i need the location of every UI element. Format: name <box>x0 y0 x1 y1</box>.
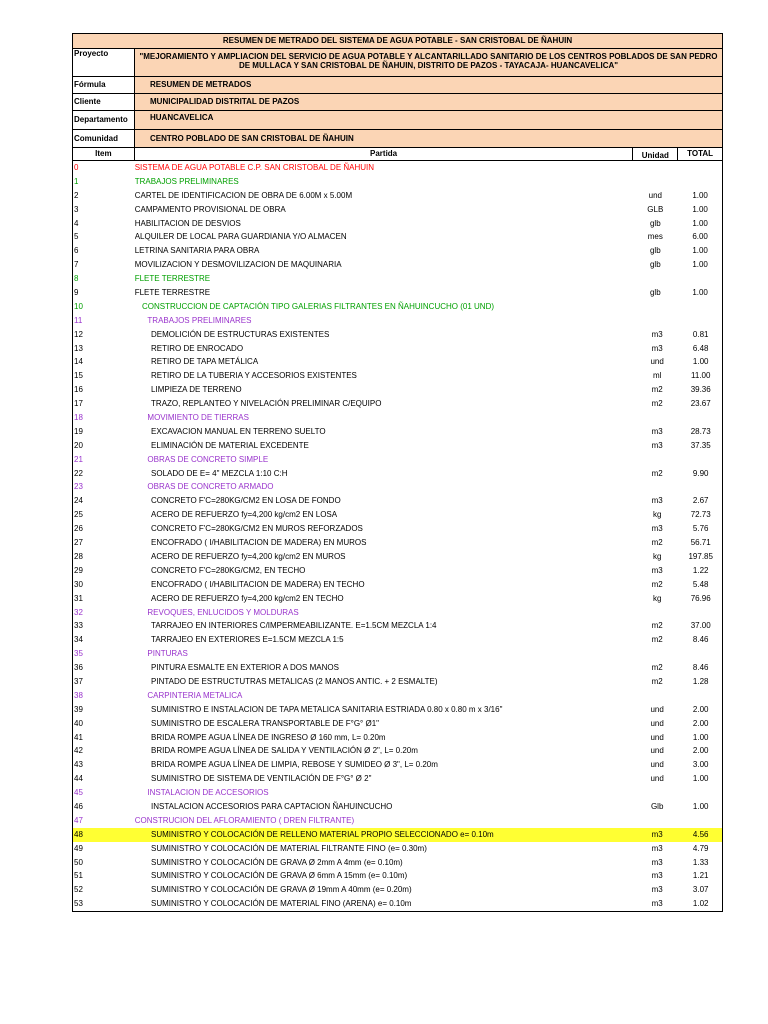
metrado-sheet <box>72 33 723 912</box>
table-row <box>73 883 722 897</box>
total-cell <box>678 175 722 189</box>
partida-cell: RETIRO DE TAPA METÁLICA <box>151 357 259 367</box>
col-unidad: Unidad <box>633 148 678 160</box>
total-cell: 1.00 <box>692 246 708 256</box>
partida-cell: MOVIMIENTO DE TIERRAS <box>147 413 249 423</box>
total-cell: 2.00 <box>692 704 709 714</box>
item-cell: 44 <box>74 774 83 784</box>
header-label: Proyecto <box>74 49 109 58</box>
header-value: CENTRO POBLADO DE SAN CRISTOBAL DE ÑAHUIN <box>134 130 722 147</box>
item-cell: 47 <box>74 815 83 825</box>
item-table <box>72 161 723 912</box>
table-row <box>73 717 722 731</box>
partida-cell: SUMINISTRO Y COLOCACIÓN DE MATERIAL FINO (ARENA) e= 0.10m <box>151 899 412 909</box>
total-cell <box>679 300 722 314</box>
table-row <box>73 342 722 356</box>
table-row <box>73 856 722 870</box>
item-cell: 1 <box>74 176 79 186</box>
total-cell: 1.00 <box>692 190 708 200</box>
item-cell: 28 <box>74 551 83 561</box>
header-label: Fórmula <box>74 80 106 89</box>
partida-cell: ENCOFRADO ( I/HABILITACION DE MADERA) EN MUROS <box>151 538 367 548</box>
col-item: Item <box>73 148 135 160</box>
unidad-cell: m3 <box>651 565 663 575</box>
unidad-cell: und <box>650 732 664 742</box>
partida-cell: CONSTRUCCION DE CAPTACIÓN TIPO GALERIAS FILTRANTES EN ÑAHUINCUCHO (01 UND) <box>141 301 495 311</box>
partida-cell: EXCAVACION MANUAL EN TERRENO SUELTO <box>151 426 326 436</box>
total-cell: 9.90 <box>692 468 709 478</box>
partida-cell: ACERO DE REFUERZO fy=4,200 kg/cm2 EN LOSA <box>151 510 338 520</box>
table-row <box>73 578 722 592</box>
total-cell <box>679 411 722 425</box>
item-cell: 48 <box>74 829 83 839</box>
partida-cell: TARRAJEO EN INTERIORES C/IMPERMEABILIZANTE. E=1.5CM MEZCLA 1:4 <box>151 621 437 631</box>
unidad-cell: m3 <box>651 524 663 534</box>
total-cell: 3.00 <box>692 760 709 770</box>
unidad-cell: glb <box>649 246 661 256</box>
unidad-cell: glb <box>649 288 661 298</box>
unidad-cell <box>634 453 679 467</box>
table-row <box>73 453 722 467</box>
table-row <box>73 217 722 231</box>
item-cell: 19 <box>74 426 83 436</box>
header-value: "MEJORAMIENTO Y AMPLIACION DEL SERVICIO DE AGUA POTABLE Y ALCANTARILLADO SANITARIO DE LOS CENTROS POBLADOS DE SAN PEDRO DE MULLACA Y SAN CRISTOBAL DE ÑAHUIN, DISTRITO DE PAZOS - TAYACAJA- HUANCAVELICA" <box>134 49 722 76</box>
partida-cell: FLETE TERRESTRE <box>134 288 211 298</box>
table-row <box>73 175 722 189</box>
item-cell: 24 <box>74 496 83 506</box>
item-cell: 42 <box>74 746 83 756</box>
unidad-cell: m3 <box>651 871 663 881</box>
unidad-cell <box>634 786 679 800</box>
item-cell: 21 <box>74 454 83 464</box>
unidad-cell: m2 <box>651 621 663 631</box>
partida-cell: TRABAJOS PRELIMINARES <box>134 176 239 186</box>
item-cell: 52 <box>74 885 83 895</box>
unidad-cell: m2 <box>651 385 663 395</box>
partida-cell: REVOQUES, ENLUCIDOS Y MOLDURAS <box>147 607 299 617</box>
header-label: Departamento <box>74 115 128 124</box>
total-cell: 197.85 <box>688 551 713 561</box>
unidad-cell: m3 <box>651 343 663 353</box>
sheet-title: RESUMEN DE METRADO DEL SISTEMA DE AGUA POTABLE - SAN CRISTOBAL DE ÑAHUIN <box>72 33 723 49</box>
total-cell: 1.02 <box>692 899 709 909</box>
total-cell: 1.00 <box>692 357 709 367</box>
total-cell: 1.00 <box>692 774 709 784</box>
total-cell: 1.21 <box>692 871 709 881</box>
partida-cell: OBRAS DE CONCRETO SIMPLE <box>147 454 269 464</box>
table-row <box>73 230 722 244</box>
table-row <box>73 328 722 342</box>
header-value: RESUMEN DE METRADOS <box>134 77 722 93</box>
partida-cell: TRAZO, REPLANTEO Y NIVELACIÓN PRELIMINAR C/EQUIPO <box>151 399 382 409</box>
total-cell <box>679 689 722 703</box>
total-cell <box>679 647 722 661</box>
total-cell: 1.00 <box>692 204 708 214</box>
partida-cell: SUMINISTRO DE SISTEMA DE VENTILACIÓN DE F°G° Ø 2" <box>151 774 372 784</box>
item-cell: 15 <box>74 371 83 381</box>
unidad-cell <box>632 175 678 189</box>
total-cell: 2.00 <box>692 746 709 756</box>
total-cell: 1.00 <box>692 732 709 742</box>
partida-cell: ENCOFRADO ( I/HABILITACION DE MADERA) EN TECHO <box>151 579 365 589</box>
item-cell: 8 <box>74 274 79 284</box>
item-cell: 17 <box>74 399 83 409</box>
table-row <box>73 606 722 620</box>
table-row <box>73 536 722 550</box>
item-cell: 22 <box>74 468 83 478</box>
table-row <box>73 258 722 272</box>
partida-cell: DEMOLICIÓN DE ESTRUCTURAS EXISTENTES <box>151 329 330 339</box>
item-cell: 31 <box>74 593 83 603</box>
table-row <box>73 633 722 647</box>
unidad-cell: und <box>650 718 664 728</box>
partida-cell: OBRAS DE CONCRETO ARMADO <box>147 482 274 492</box>
unidad-cell: GLB <box>647 204 664 214</box>
header-value: HUANCAVELICA <box>134 111 722 129</box>
partida-cell: LIMPIEZA DE TERRENO <box>151 385 242 395</box>
item-cell: 0 <box>74 163 79 172</box>
unidad-cell <box>634 314 679 328</box>
partida-cell: BRIDA ROMPE AGUA LÍNEA DE INGRESO Ø 160 mm, L= 0.20m <box>151 732 386 742</box>
table-row <box>73 758 722 772</box>
table-row <box>73 425 722 439</box>
total-cell: 39.36 <box>690 385 711 395</box>
partida-cell: PINTADO DE ESTRUCTUTRAS METALICAS (2 MANOS ANTIC. + 2 ESMALTE) <box>151 676 438 686</box>
table-row <box>73 189 722 203</box>
unidad-cell: und <box>648 190 662 200</box>
table-row <box>73 800 722 814</box>
total-cell: 5.76 <box>692 524 709 534</box>
unidad-cell <box>632 814 678 828</box>
item-cell: 20 <box>74 440 83 450</box>
unidad-cell: m3 <box>651 496 663 506</box>
item-cell: 6 <box>74 246 79 256</box>
partida-cell: SISTEMA DE AGUA POTABLE C.P. SAN CRISTOBAL DE ÑAHUIN <box>134 163 375 172</box>
item-cell: 10 <box>74 301 83 311</box>
item-cell: 50 <box>74 857 83 867</box>
partida-cell: SOLADO DE E= 4" MEZCLA 1:10 C:H <box>151 468 288 478</box>
unidad-cell <box>634 647 679 661</box>
partida-cell: CONCRETO F'C=280KG/CM2 EN LOSA DE FONDO <box>151 496 341 506</box>
unidad-cell: Glb <box>650 801 664 811</box>
unidad-cell: glb <box>649 260 661 270</box>
unidad-cell: m3 <box>651 829 663 839</box>
total-cell <box>679 786 722 800</box>
item-cell: 13 <box>74 343 83 353</box>
partida-cell: ACERO DE REFUERZO fy=4,200 kg/cm2 EN MUROS <box>151 551 346 561</box>
item-cell: 37 <box>74 676 83 686</box>
total-cell: 37.00 <box>690 621 711 631</box>
total-cell <box>679 453 722 467</box>
item-cell: 41 <box>74 732 83 742</box>
total-cell: 4.79 <box>692 843 709 853</box>
total-cell <box>678 814 722 828</box>
unidad-cell: m3 <box>651 857 663 867</box>
unidad-cell: glb <box>649 218 661 228</box>
partida-cell: BRIDA ROMPE AGUA LÍNEA DE LIMPIA, REBOSE Y SUMIDEO Ø 3", L= 0.20m <box>151 760 438 770</box>
total-cell: 2.67 <box>692 496 709 506</box>
unidad-cell <box>634 606 679 620</box>
unidad-cell: ml <box>652 371 662 381</box>
unidad-cell: und <box>650 357 664 367</box>
table-row <box>73 675 722 689</box>
table-row <box>73 397 722 411</box>
unidad-cell: und <box>650 704 664 714</box>
partida-cell: CARTEL DE IDENTIFICACION DE OBRA DE 6.00M x 5.00M <box>134 190 353 200</box>
table-row <box>73 383 722 397</box>
item-cell: 4 <box>74 218 79 228</box>
table-row <box>73 467 722 481</box>
item-cell: 30 <box>74 579 83 589</box>
table-row <box>73 619 722 633</box>
unidad-cell <box>634 300 679 314</box>
item-cell: 35 <box>74 649 83 659</box>
table-row <box>73 842 722 856</box>
item-cell: 40 <box>74 718 83 728</box>
item-cell: 29 <box>74 565 83 575</box>
total-cell: 37.35 <box>690 440 711 450</box>
total-cell: 76.96 <box>690 593 711 603</box>
total-cell <box>679 606 722 620</box>
partida-cell: CONCRETO F'C=280KG/CM2 EN MUROS REFORZADOS <box>151 524 363 534</box>
table-row <box>73 897 722 911</box>
total-cell: 5.48 <box>692 579 709 589</box>
item-cell: 12 <box>74 329 83 339</box>
total-cell: 2.00 <box>692 718 709 728</box>
table-row <box>73 689 722 703</box>
total-cell <box>679 480 722 494</box>
unidad-cell: mes <box>647 232 663 242</box>
unidad-cell: m2 <box>651 468 663 478</box>
unidad-cell: und <box>650 746 664 756</box>
partida-cell: SUMINISTRO Y COLOCACIÓN DE GRAVA Ø 19mm A 40mm (e= 0.20m) <box>151 885 412 895</box>
total-cell: 72.73 <box>690 510 711 520</box>
total-cell: 1.00 <box>692 260 708 270</box>
table-row <box>73 286 722 300</box>
partida-cell: FLETE TERRESTRE <box>134 274 211 284</box>
unidad-cell: und <box>650 760 664 770</box>
table-row <box>73 772 722 786</box>
col-partida: Partida <box>135 148 634 160</box>
table-row <box>73 869 722 883</box>
partida-cell: ELIMINACIÓN DE MATERIAL EXCEDENTE <box>151 440 309 450</box>
col-total: TOTAL <box>687 149 714 158</box>
total-cell <box>679 314 722 328</box>
total-cell: 8.46 <box>692 635 709 645</box>
partida-cell: HABILITACION DE DESVIOS <box>134 218 241 228</box>
partida-cell: SUMINISTRO Y COLOCACIÓN DE GRAVA Ø 6mm A 15mm (e= 0.10m) <box>151 871 408 881</box>
table-row <box>73 411 722 425</box>
item-cell: 3 <box>74 204 79 214</box>
item-cell: 9 <box>74 288 79 298</box>
unidad-cell: und <box>650 774 664 784</box>
column-header-row <box>72 148 723 161</box>
item-cell: 46 <box>74 801 83 811</box>
table-row <box>73 480 722 494</box>
partida-cell: SUMINISTRO E INSTALACION DE TAPA METALICA SANITARIA ESTRIADA 0.80 x 0.80 m x 3/16" <box>151 704 503 714</box>
total-cell: 11.00 <box>690 371 711 381</box>
partida-cell: SUMINISTRO Y COLOCACIÓN DE MATERIAL FILTRANTE FINO (e= 0.30m) <box>151 843 427 853</box>
table-row <box>73 786 722 800</box>
total-cell: 23.67 <box>690 399 711 409</box>
table-row <box>73 647 722 661</box>
item-cell: 33 <box>74 621 83 631</box>
item-cell: 25 <box>74 510 83 520</box>
unidad-cell <box>634 689 679 703</box>
total-cell: 3.07 <box>692 885 709 895</box>
item-cell: 32 <box>74 607 83 617</box>
header-comunidad <box>72 130 723 148</box>
partida-cell: ALQUILER DE LOCAL PARA GUARDIANIA Y/O ALMACEN <box>134 232 347 242</box>
partida-cell: PINTURAS <box>147 649 188 659</box>
partida-cell: INSTALACION ACCESORIOS PARA CAPTACION ÑAHUINCUCHO <box>151 801 393 811</box>
item-cell: 26 <box>74 524 83 534</box>
unidad-cell: m3 <box>651 899 663 909</box>
item-cell: 34 <box>74 635 83 645</box>
partida-cell: CONCRETO F'C=280KG/CM2, EN TECHO <box>151 565 306 575</box>
item-cell: 38 <box>74 690 83 700</box>
header-proyecto <box>72 49 723 77</box>
table-row <box>73 703 722 717</box>
total-cell: 1.33 <box>692 857 709 867</box>
partida-cell: BRIDA ROMPE AGUA LÍNEA DE SALIDA Y VENTILACIÓN Ø 2", L= 0.20m <box>151 746 418 756</box>
partida-cell: ACERO DE REFUERZO fy=4,200 kg/cm2 EN TECHO <box>151 593 344 603</box>
table-row <box>73 494 722 508</box>
table-row <box>73 355 722 369</box>
table-row <box>73 161 722 175</box>
item-cell: 27 <box>74 538 83 548</box>
total-cell: 6.48 <box>692 343 709 353</box>
table-row <box>73 314 722 328</box>
table-row <box>73 564 722 578</box>
table-row <box>73 508 722 522</box>
item-cell: 53 <box>74 899 83 909</box>
unidad-cell: m2 <box>651 635 663 645</box>
unidad-cell: kg <box>652 510 662 520</box>
table-row <box>73 550 722 564</box>
item-cell: 2 <box>74 190 79 200</box>
header-departamento <box>72 111 723 130</box>
total-cell: 0.81 <box>692 329 709 339</box>
partida-cell: SUMINISTRO DE ESCALERA TRANSPORTABLE DE F°G° Ø1" <box>151 718 379 728</box>
table-row <box>73 272 722 286</box>
total-cell <box>678 161 722 175</box>
partida-cell: LETRINA SANITARIA PARA OBRA <box>134 246 260 256</box>
item-cell: 36 <box>74 663 83 673</box>
item-cell: 7 <box>74 260 79 270</box>
table-row <box>73 369 722 383</box>
table-row <box>73 814 722 828</box>
unidad-cell: m2 <box>651 663 663 673</box>
item-cell: 16 <box>74 385 83 395</box>
unidad-cell: kg <box>652 551 662 561</box>
total-cell: 1.28 <box>692 676 709 686</box>
header-formula <box>72 77 723 94</box>
table-row <box>73 592 722 606</box>
partida-cell: RETIRO DE LA TUBERIA Y ACCESORIOS EXISTENTES <box>151 371 357 381</box>
total-cell <box>678 272 722 286</box>
unidad-cell: m2 <box>651 538 663 548</box>
partida-cell: CONSTRUCION DEL AFLORAMIENTO ( DREN FILTRANTE) <box>134 815 355 825</box>
item-cell: 45 <box>74 788 83 798</box>
total-cell: 4.56 <box>692 829 709 839</box>
item-cell: 18 <box>74 413 83 423</box>
unidad-cell: m2 <box>651 399 663 409</box>
item-cell: 11 <box>74 315 83 325</box>
unidad-cell: m3 <box>651 885 663 895</box>
partida-cell: MOVILIZACION Y DESMOVILIZACION DE MAQUINARIA <box>134 260 342 270</box>
table-row <box>73 661 722 675</box>
item-cell: 5 <box>74 232 79 242</box>
unidad-cell: m3 <box>651 440 663 450</box>
total-cell: 1.22 <box>692 565 709 575</box>
partida-cell: TARRAJEO EN EXTERIORES E=1.5CM MEZCLA 1:5 <box>151 635 344 645</box>
table-row <box>73 744 722 758</box>
item-cell: 23 <box>74 482 83 492</box>
partida-cell: SUMINISTRO Y COLOCACIÓN DE RELLENO MATERIAL PROPIO SELECCIONADO e= 0.10m <box>151 829 494 839</box>
total-cell: 6.00 <box>692 232 708 242</box>
partida-cell: CAMPAMENTO PROVISIONAL DE OBRA <box>134 204 286 214</box>
total-cell: 1.00 <box>692 288 708 298</box>
partida-cell: TRABAJOS PRELIMINARES <box>147 315 252 325</box>
item-cell: 39 <box>74 704 83 714</box>
item-cell: 14 <box>74 357 83 367</box>
table-row <box>73 203 722 217</box>
item-cell: 43 <box>74 760 83 770</box>
header-label: Comunidad <box>74 134 118 143</box>
unidad-cell: m3 <box>651 329 663 339</box>
unidad-cell <box>632 272 678 286</box>
total-cell: 28.73 <box>690 426 711 436</box>
partida-cell: CARPINTERIA METALICA <box>147 690 243 700</box>
header-cliente <box>72 94 723 111</box>
total-cell: 56.71 <box>690 538 711 548</box>
unidad-cell: m2 <box>651 676 663 686</box>
table-row <box>73 300 722 314</box>
unidad-cell: m3 <box>651 843 663 853</box>
item-cell: 51 <box>74 871 83 881</box>
unidad-cell: kg <box>652 593 662 603</box>
table-row <box>73 244 722 258</box>
unidad-cell <box>634 480 679 494</box>
unidad-cell <box>632 161 678 175</box>
partida-cell: PINTURA ESMALTE EN EXTERIOR A DOS MANOS <box>151 663 339 673</box>
table-row <box>73 731 722 745</box>
total-cell: 1.00 <box>692 218 708 228</box>
item-cell: 49 <box>74 843 83 853</box>
unidad-cell: m3 <box>651 426 663 436</box>
table-row <box>73 439 722 453</box>
header-label: Cliente <box>74 97 101 106</box>
partida-cell: INSTALACION DE ACCESORIOS <box>147 788 269 798</box>
total-cell: 1.00 <box>692 801 709 811</box>
header-value: MUNICIPALIDAD DISTRITAL DE PAZOS <box>134 94 722 110</box>
partida-cell: RETIRO DE ENROCADO <box>151 343 244 353</box>
partida-cell: SUMINISTRO Y COLOCACIÓN DE GRAVA Ø 2mm A 4mm (e= 0.10m) <box>151 857 403 867</box>
table-row <box>73 522 722 536</box>
table-row <box>73 828 722 842</box>
unidad-cell <box>634 411 679 425</box>
unidad-cell: m2 <box>651 579 663 589</box>
total-cell: 8.46 <box>692 663 709 673</box>
